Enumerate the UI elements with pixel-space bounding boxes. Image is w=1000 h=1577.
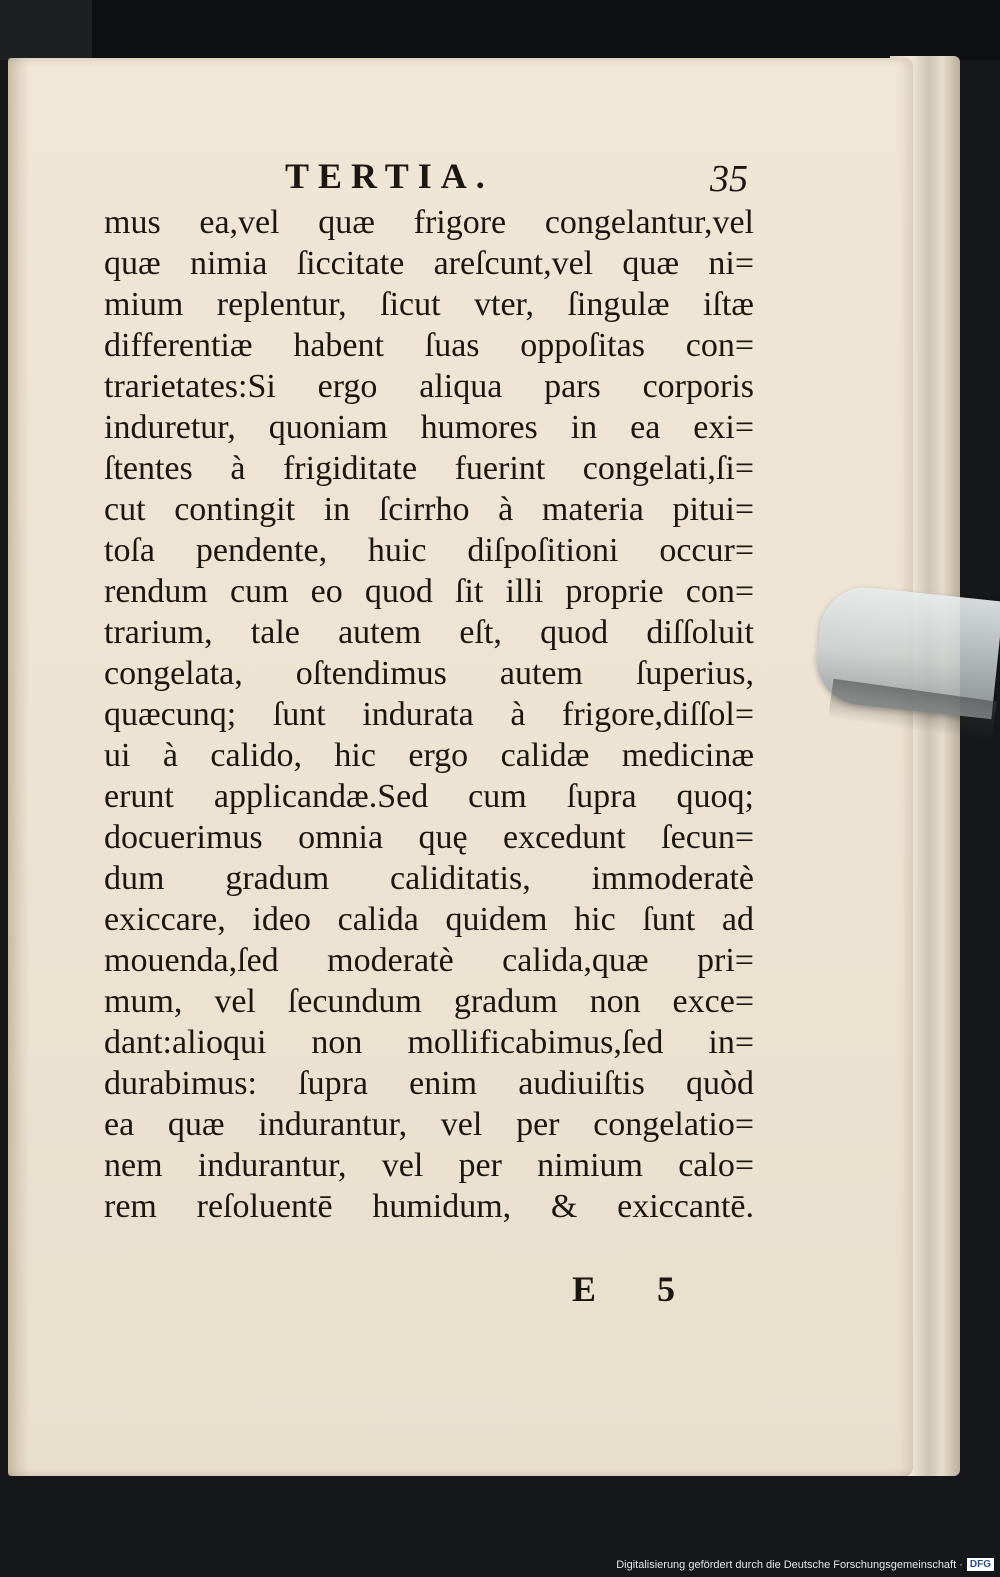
text-line: nem indurantur, vel per nimium calo=: [104, 1147, 754, 1184]
page-header: [100, 155, 760, 201]
text-line: dum gradum caliditatis, immoderatè: [104, 860, 754, 897]
signature-mark: E 5: [572, 1269, 702, 1309]
text-line: quæ nimia ſiccitate areſcunt,vel quæ ni=: [104, 245, 754, 282]
text-line: ſtentes à frigiditate fuerint congelati,ſi=: [104, 450, 754, 487]
text-line: exiccare, ideo calida quidem hic ſunt ad: [104, 901, 754, 938]
text-line: cut contingit in ſcirrho à materia pitui=: [104, 491, 754, 528]
text-line: differentiæ habent ſuas oppoſitas con=: [104, 327, 754, 364]
text-line: quæcunq; ſunt indurata à frigore,diſſol=: [104, 696, 754, 733]
dfg-logo: DFG: [967, 1558, 994, 1571]
digitization-credit: [616, 1558, 994, 1571]
text-line: dant:alioqui non mollificabimus,ſed in=: [104, 1024, 754, 1061]
scan-backdrop-corner: [0, 0, 92, 60]
text-line: ui à calido, hic ergo calidæ medicinæ: [104, 737, 754, 774]
text-line: induretur, quoniam humores in ea exi=: [104, 409, 754, 446]
running-title: TERTIA.: [285, 156, 494, 196]
page-gutter-shadow: [8, 58, 30, 1476]
scan-backdrop: [0, 0, 1000, 60]
text-line: mum, vel ſecundum gradum non exce=: [104, 983, 754, 1020]
text-line: rem reſoluentē humidum, & exiccantē.: [104, 1188, 754, 1225]
text-line: congelata, oſtendimus autem ſuperius,: [104, 655, 754, 692]
page-number: 35: [710, 158, 748, 200]
text-line: toſa pendente, huic diſpoſitioni occur=: [104, 532, 754, 569]
text-line: erunt applicandæ.Sed cum ſupra quoq;: [104, 778, 754, 815]
text-line: docuerimus omnia quę excedunt ſecun=: [104, 819, 754, 856]
text-line: durabimus: ſupra enim audiuiſtis quòd: [104, 1065, 754, 1102]
text-line: trarium, tale autem eſt, quod diſſoluit: [104, 614, 754, 651]
text-line: mium replentur, ſicut vter, ſingulæ iſtæ: [104, 286, 754, 323]
text-line: mouenda,ſed moderatè calida,quæ pri=: [104, 942, 754, 979]
text-line: ea quæ indurantur, vel per congelatio=: [104, 1106, 754, 1143]
text-line: mus ea,vel quæ frigore congelantur,vel: [104, 204, 754, 241]
credit-text: Digitalisierung gefördert durch die Deutsche Forschungsgemeinschaft ·: [616, 1558, 963, 1571]
text-line: rendum cum eo quod ſit illi proprie con=: [104, 573, 754, 610]
text-line: trarietates:Si ergo aliqua pars corporis: [104, 368, 754, 405]
body-text: [104, 202, 754, 1227]
